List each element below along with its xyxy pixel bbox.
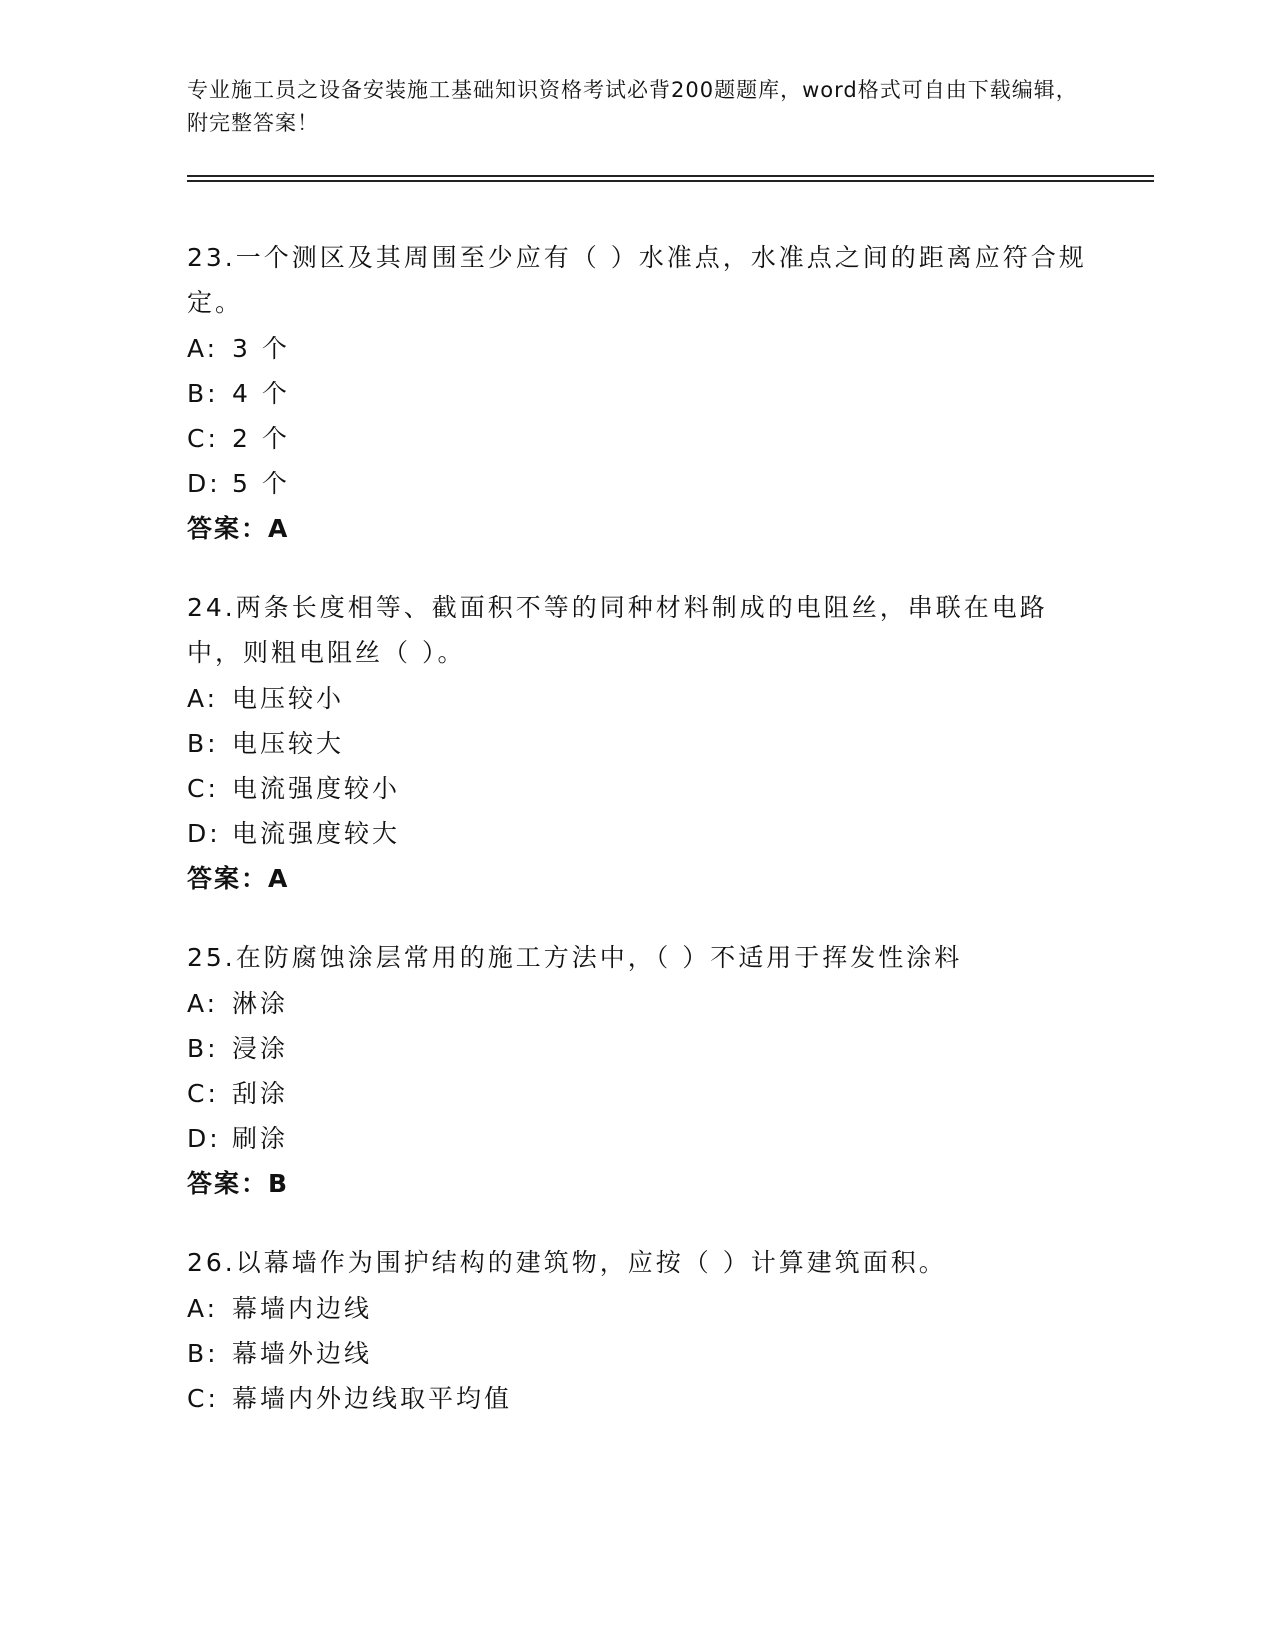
option-text: 浸涂 [232,1034,289,1063]
option-text: 电流强度较小 [232,774,401,803]
option-b [187,371,1087,416]
option-letter: B: [187,729,219,758]
option-c [187,416,1087,461]
option-letter: C: [187,1384,219,1413]
option-d [187,1116,1087,1161]
answer-line: 答案：A [187,864,290,893]
answer-line: 答案：A [187,514,290,543]
option-a [187,326,1087,371]
option-d [187,461,1087,506]
option-letter: A: [187,684,219,713]
option-letter: C: [187,424,219,453]
option-text: 幕墙内边线 [232,1294,373,1323]
option-letter: D: [187,469,221,498]
option-text: 刷涂 [232,1124,289,1153]
option-text: 4 个 [232,379,290,408]
option-letter: D: [187,1124,221,1153]
question-23 [187,235,1087,551]
option-text: 电流强度较大 [232,819,401,848]
option-a [187,981,1087,1026]
option-text: 3 个 [232,334,290,363]
option-text: 幕墙内外边线取平均值 [232,1384,513,1413]
option-b [187,1026,1087,1071]
question-26 [187,1240,1087,1421]
option-text: 幕墙外边线 [232,1339,373,1368]
option-b [187,1331,1087,1376]
option-c [187,1376,1087,1421]
option-a [187,676,1087,721]
question-text: 23.一个测区及其周围至少应有（ ）水准点，水准点之间的距离应符合规定。 [187,243,1087,317]
option-letter: B: [187,1339,219,1368]
option-text: 电压较大 [232,729,345,758]
option-a [187,1286,1087,1331]
question-text: 26.以幕墙作为围护结构的建筑物，应按（ ）计算建筑面积。 [187,1248,947,1277]
option-text: 刮涂 [232,1079,289,1108]
option-letter: C: [187,774,219,803]
option-text: 淋涂 [232,989,289,1018]
option-text: 电压较小 [232,684,345,713]
option-letter: A: [187,989,219,1018]
header-text: 专业施工员之设备安装施工基础知识资格考试必背200题题库，word格式可自由下载编辑，附完整答案！ [187,78,1078,135]
question-25 [187,935,1087,1206]
question-list [187,235,1087,1455]
option-text: 2 个 [232,424,290,453]
option-letter: B: [187,1034,219,1063]
option-text: 5 个 [232,469,290,498]
option-letter: B: [187,379,219,408]
answer-line: 答案：B [187,1169,290,1198]
option-letter: D: [187,819,221,848]
question-text: 25.在防腐蚀涂层常用的施工方法中，（ ）不适用于挥发性涂料 [187,943,963,972]
option-letter: C: [187,1079,219,1108]
option-d [187,811,1087,856]
document-header [187,74,1087,140]
header-rule-top [187,175,1154,177]
option-b [187,721,1087,766]
question-text: 24.两条长度相等、截面积不等的同种材料制成的电阻丝，串联在电路中，则粗电阻丝（ ）。 [187,593,1048,667]
option-letter: A: [187,1294,219,1323]
option-c [187,766,1087,811]
option-letter: A: [187,334,219,363]
option-c [187,1071,1087,1116]
header-rule-bottom [187,180,1154,182]
question-24 [187,585,1087,901]
